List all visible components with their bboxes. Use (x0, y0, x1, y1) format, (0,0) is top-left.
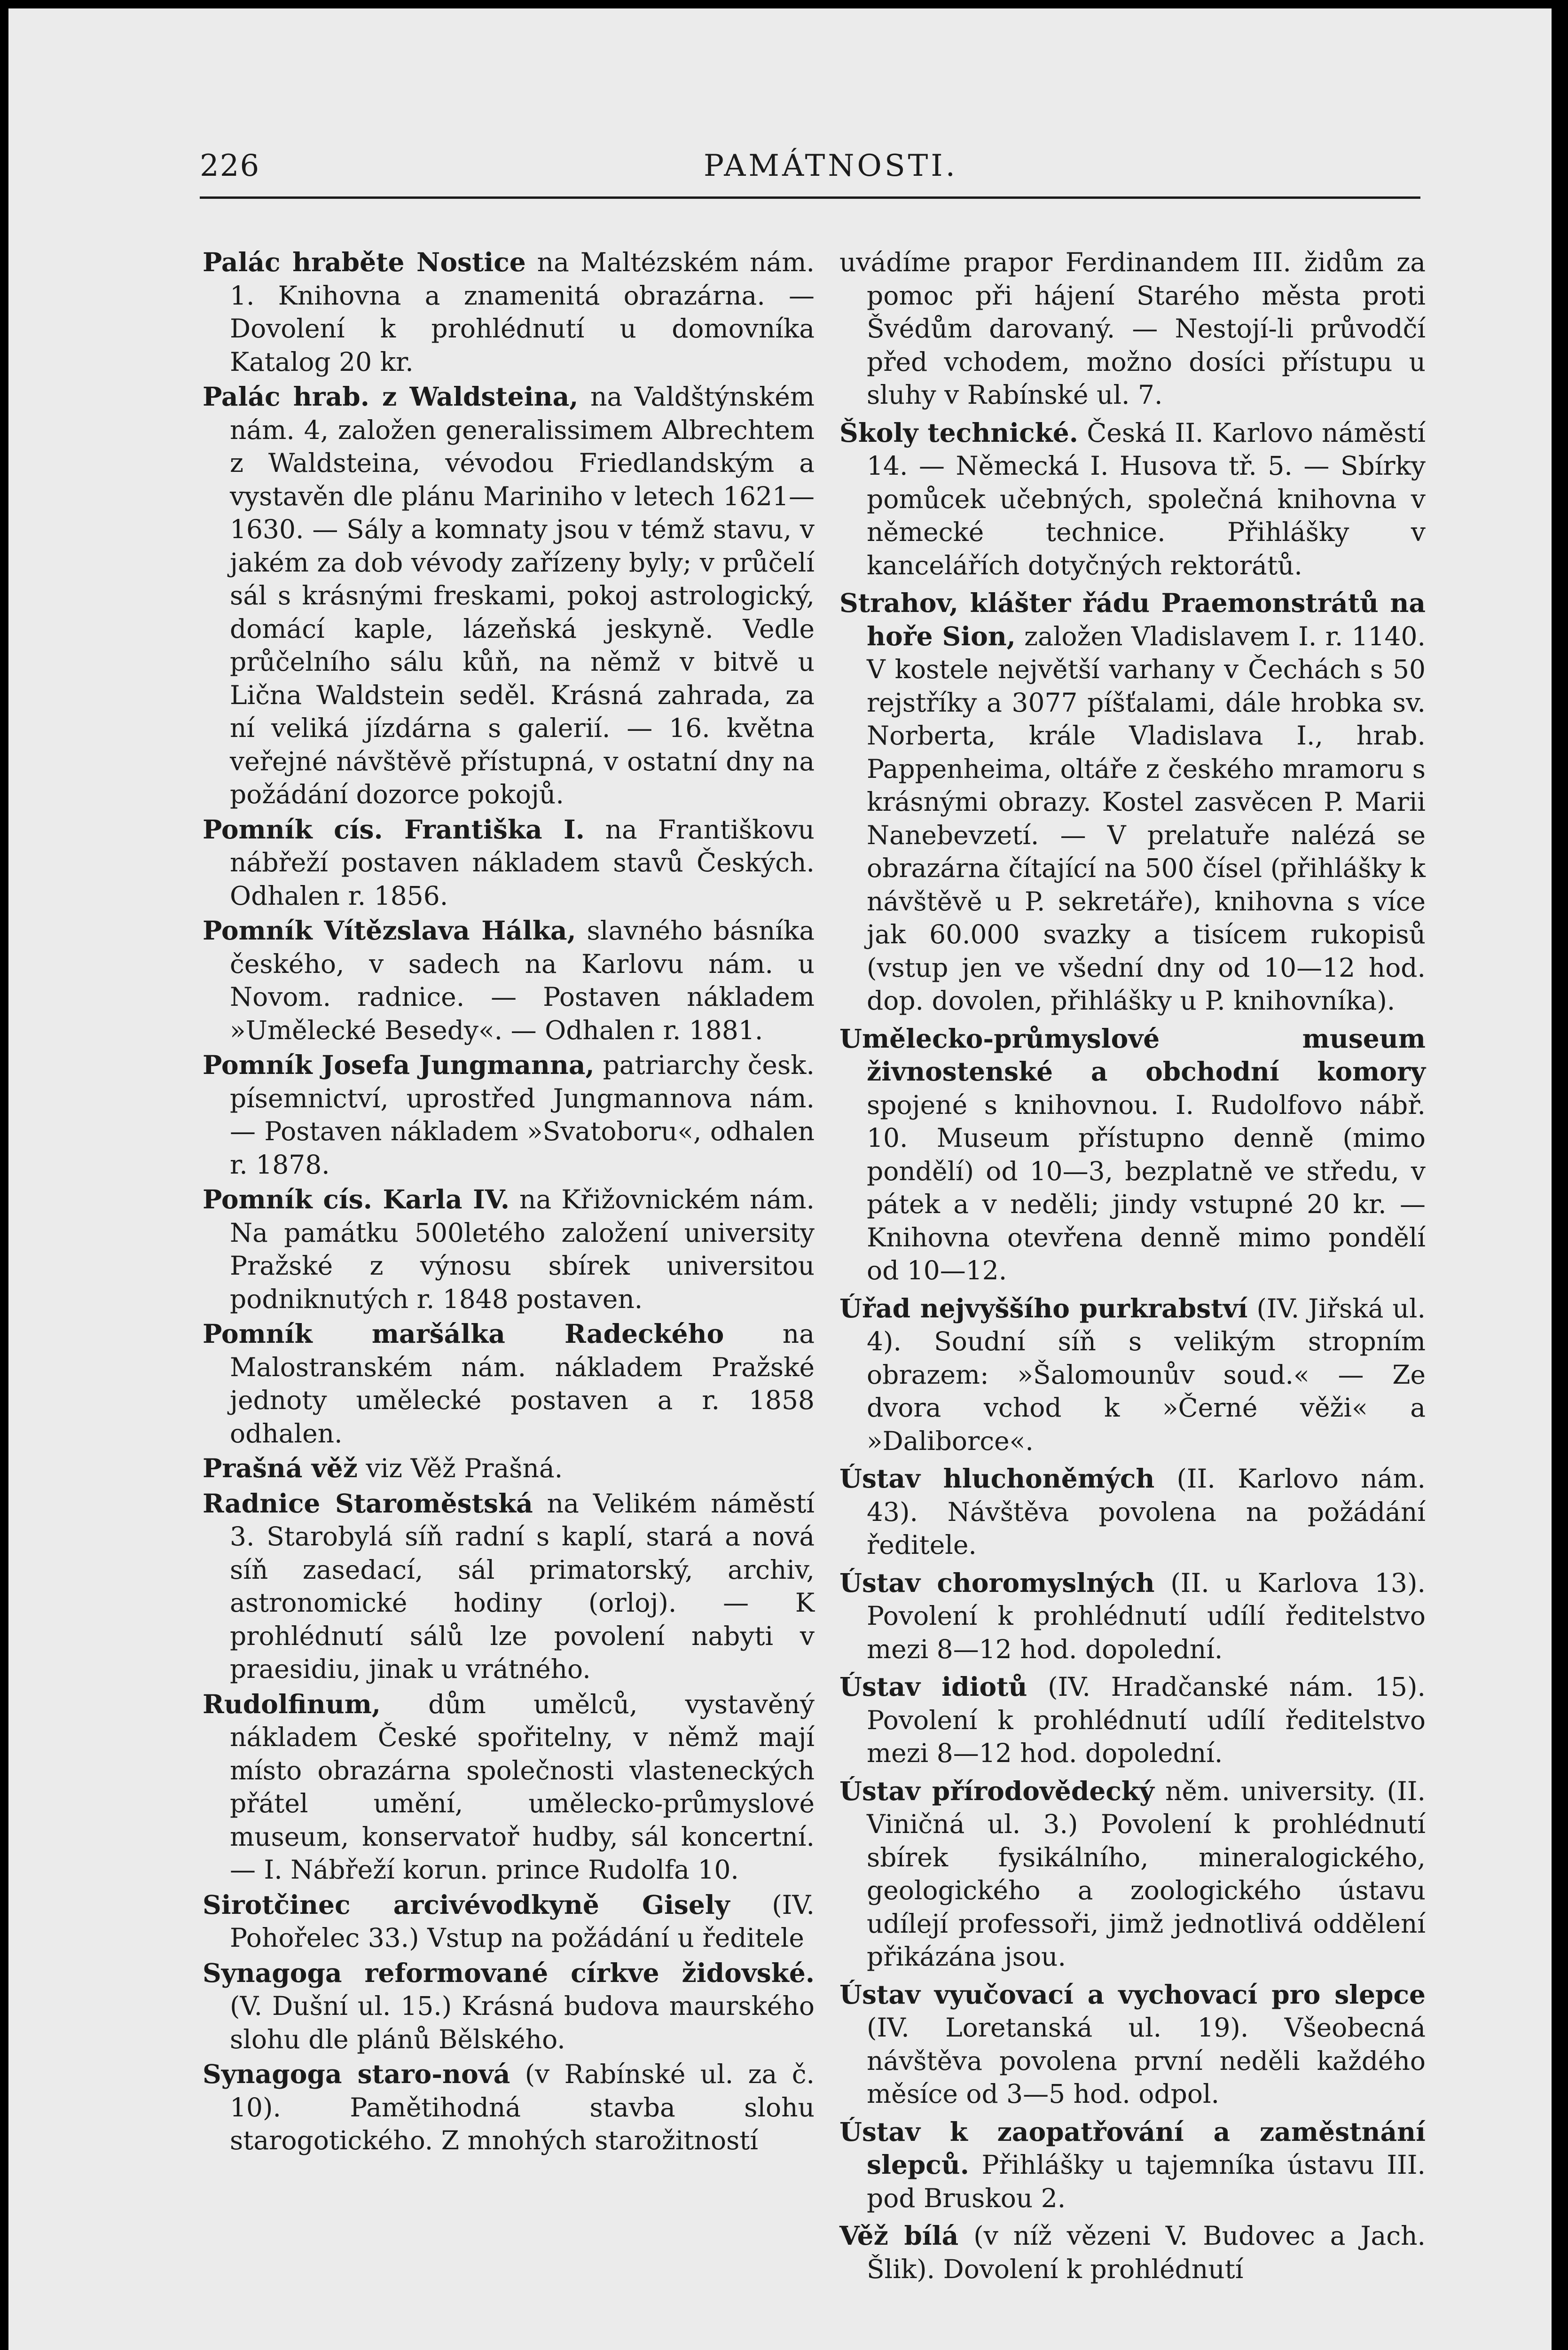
entry (203, 1688, 815, 1887)
entry-text: dům umělců, vystavěný nákladem České spořitelny, v němž mají místo obrazárna společnosti vlasteneckých přátel umění, umělecko-průmyslové museum, konservatoř hudby, sál koncertní. — I. Nábřeží korun. prince Rudolfa 10. (230, 1689, 815, 1885)
entry (839, 2219, 1426, 2286)
entry-text: (IV. Hradčanské nám. 15). Povolení k prohlédnutí udílí ředitelstvo mezi 8—12 hod. dopolední. (867, 1672, 1426, 1768)
entry-heading: Umělecko-průmyslové museum živnostenské a obchodní komory (839, 1023, 1426, 1087)
entry-heading: Radnice Staroměstská (203, 1488, 533, 1519)
page-number: 226 (200, 149, 260, 183)
entry (839, 2115, 1426, 2215)
running-title: PAMÁTNOSTI. (704, 149, 958, 183)
entry-text: na Velikém náměstí 3. Starobylá síň radní s kaplí, stará a nová síň zasedací, sál primatorský, archiv, astronomické hodiny (orloj). — K prohlédnutí sálů lze povolení nabyti v praesidiu, jinak u vrátného. (230, 1488, 815, 1684)
entry-text: (II. Karlovo nám. 43). Návštěva povolena na požádání ředitele. (867, 1464, 1426, 1560)
entry-text: patriarchy česk. písemnictví, uprostřed Jungmannova nám. — Postaven nákladem »Svatoboru«, odhalen r. 1878. (230, 1050, 815, 1180)
entry (839, 1292, 1426, 1458)
entry (839, 1670, 1426, 1770)
entry-text: (V. Dušní ul. 15.) Krásná budova maurského slohu dle plánů Bělského. (230, 1991, 815, 2054)
entry (839, 1775, 1426, 1974)
entry-text: viz Věž Prašná. (357, 1453, 563, 1483)
entry-heading: Ústav vyučovací a vychovací pro slepce (839, 1979, 1426, 2010)
entry-heading: Synagoga reformované církve židovské. (203, 1957, 815, 1988)
entry-text: Česká II. Karlovo náměstí 14. — Německá I. Husova tř. 5. — Sbírky pomůcek učebných, společná knihovna v německé technice. Přihlášky v kancelářích dotyčných rektorátů. (867, 417, 1426, 580)
entry (203, 1487, 815, 1686)
header-rule (200, 196, 1420, 199)
entry-continuation (839, 246, 1426, 412)
entry (203, 1452, 815, 1485)
entry (203, 1888, 815, 1955)
entry-text: na Františkovu nábřeží postaven nákladem stavů Českých. Odhalen r. 1856. (230, 814, 815, 911)
entry-text: založen Vladislavem I. r. 1140. V kostele největší varhany v Čechách s 50 rejstříky a 3077 píšťalami, dále hrobka sv. Norberta, krále Vladislava I., hrab. Pappenheima, oltáře z českého mramoru s krásnými obrazy. Kostel zasvěcen P. Marii Nanebevzetí. — V prelatuře nalézá se obrazárna čítající na 500 čísel (přihlášky k návštěvě u P. sekretáře), knihovna s více jak 60.000 svazky a tisícem rukopisů (vstup jen ve všední dny od 10—12 hod. dop. dovolen, přihlášky u P. knihovníka). (867, 621, 1426, 1016)
entry (839, 587, 1426, 1018)
entry-heading: Pomník cís. Františka I. (203, 814, 585, 845)
entry-heading: Pomník Vítězslava Hálka, (203, 915, 576, 946)
entry-heading: Prašná věž (203, 1453, 358, 1483)
entry (203, 1049, 815, 1181)
entry-heading: Sirotčinec arcivévodkyně Gisely (203, 1889, 730, 1920)
entry-text: spojené s knihovnou. I. Rudolfovo nábř. 10. Museum přístupno denně (mimo pondělí) od 10—3, bezplatně ve středu, v pátek a v neděli; jindy vstupné 20 kr. — Knihovna otevřena denně mimo pondělí od 10—12. (867, 1089, 1426, 1285)
entry-heading: Úřad nejvyššího purkrabství (839, 1292, 1248, 1324)
entry-text: na Maltézském nám. 1. Knihovna a znamenitá obrazárna. — Dovolení k prohlédnutí u domovníka Katalog 20 kr. (230, 247, 815, 377)
entry (839, 416, 1426, 582)
entry (839, 1978, 1426, 2111)
entry-heading: Pomník Josefa Jungmanna, (203, 1050, 595, 1080)
entry (203, 246, 815, 378)
entry-text: (IV. Jiřská ul. 4). Soudní síň s velikým stropním obrazem: »Šalomounův soud.« — Ze dvora vchod k »Černé věži« a »Daliborce«. (867, 1293, 1426, 1456)
entry (203, 1317, 815, 1450)
entry (203, 2058, 815, 2157)
entry (203, 1957, 815, 2056)
entry-heading: Synagoga staro-nová (203, 2059, 510, 2089)
entry-heading: Ústav choromyslných (839, 1567, 1155, 1598)
entry (839, 1567, 1426, 1666)
entry (203, 380, 815, 811)
entry-text: na Malostranském nám. nákladem Pražské jednoty umělecké postaven a r. 1858 odhalen. (230, 1319, 815, 1449)
entry (203, 914, 815, 1047)
book-page (8, 8, 1552, 2350)
entry-heading: Palác hraběte Nostice (203, 247, 526, 277)
entry-heading: Ústav k zaopatřování a zaměstnání slepců. (839, 2116, 1426, 2180)
entry (839, 1462, 1426, 1562)
right-column (839, 246, 1426, 2290)
entry-heading: Školy technické. (839, 417, 1078, 448)
entry-heading: Ústav hluchoněmých (839, 1463, 1155, 1494)
entry-heading: Věž bílá (839, 2220, 959, 2251)
entry-text: uvádíme prapor Ferdinandem III. židům za pomoc při hájení Starého města proti Švédům darovaný. — Nestojí-li průvodčí před vchodem, možno dosíci přístupu u sluhy v Rabínské ul. 7. (839, 247, 1426, 410)
entry-heading: Rudolfinum, (203, 1688, 381, 1719)
entry-heading: Palác hrab. z Waldsteina, (203, 381, 579, 412)
entry (839, 1022, 1426, 1287)
entry-text: (IV. Pohořelec 33.) Vstup na požádání u ředitele (230, 1889, 815, 1953)
left-column (203, 246, 815, 2159)
entry-text: na Valdštýnském nám. 4, založen generalissimem Albrechtem z Waldsteina, vévodou Friedlandským a vystavěn dle plánu Mariniho v letech 1621—1630. — Sály a komnaty jsou v témž stavu, v jakém za dob vévody zařízeny byly; v průčelí sál s krásnými freskami, pokoj astrologický, domácí kaple, lázeňská jeskyně. Vedle průčelního sálu kůň, na němž v bitvě u Lična Waldstein seděl. Krásná zahrada, za ní veliká jízdárna s galerií. — 16. května veřejné návštěvě přístupná, v ostatní dny na požádání dozorce pokojů. (230, 382, 815, 809)
entry-heading: Pomník cís. Karla IV. (203, 1184, 510, 1214)
entry-text: něm. university. (II. Viničná ul. 3.) Povolení k prohlédnutí sbírek fysikálního, mineralogického, geologického a zoologického ústavu udílejí professoři, jimž jednotlivá oddělení přikázána jsou. (867, 1776, 1426, 1972)
entry-heading: Pomník maršálka Radeckého (203, 1318, 724, 1349)
entry (203, 1183, 815, 1316)
entry-heading: Ústav idiotů (839, 1671, 1027, 1702)
entry-text: na Křižovnickém nám. Na památku 500letého založení university Pražské z výnosu sbírek universitou podniknutých r. 1848 postaven. (230, 1184, 815, 1314)
entry-text: slavného básníka českého, v sadech na Karlovu nám. u Novom. radnice. — Postaven nákladem »Umělecké Besedy«. — Odhalen r. 1881. (230, 916, 815, 1045)
entry (203, 813, 815, 913)
entry-text: (II. u Karlova 13). Povolení k prohlédnutí udílí ředitelstvo mezi 8—12 hod. dopolední. (867, 1567, 1426, 1664)
page-header (200, 149, 1420, 200)
entry-text: (v Rabínské ul. za č. 10). Pamětihodná stavba slohu starogotického. Z mnohých starožitností (230, 2059, 815, 2155)
entry-heading: Strahov, klášter řádu Praemonstrátů na hoře Sion, (839, 588, 1426, 651)
entry-text: (v níž vězeni V. Budovec a Jach. Šlik). Dovolení k prohlédnutí (867, 2221, 1426, 2284)
entry-text: (IV. Loretanská ul. 19). Všeobecná návštěva povolena první neděli každého měsíce od 3—5 hod. odpol. (867, 2013, 1426, 2109)
entry-heading: Ústav přírodovědecký (839, 1775, 1154, 1806)
entry-text: Přihlášky u tajemníka ústavu III. pod Bruskou 2. (867, 2150, 1426, 2213)
